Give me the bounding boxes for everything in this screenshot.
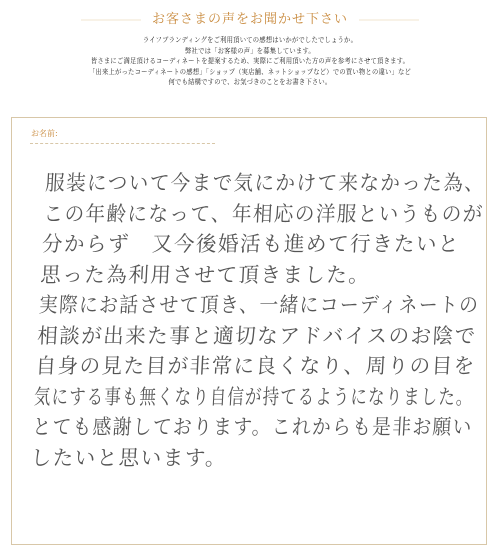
message-line: この年齢になって、年相応の洋服というものが	[42, 201, 485, 226]
form-title	[0, 8, 500, 27]
intro-line: 何でも結構ですので、お気づきのことをお書き下さい。	[168, 78, 332, 86]
feedback-card	[11, 117, 487, 545]
handwritten-message	[30, 168, 496, 473]
page-header	[0, 0, 500, 88]
message-line: 分からず 又今後婚活も進めて行きたいと	[41, 232, 461, 256]
message-line: したいと思います。	[30, 445, 228, 470]
name-label: お名前:	[31, 129, 58, 138]
message-line: 思った為利用させて頂きました。	[39, 262, 372, 287]
intro-line: 「出来上がったコーディネートの感想」「ショップ（実店舗、ネットショップなど）での買い物との違い」など	[88, 67, 412, 76]
message-line: 実際にお話させて頂き、一緒にコーディネートの	[38, 293, 480, 317]
message-line: 服装について今まで気にかけて来なかった為、	[44, 171, 486, 195]
left-ornament-icon	[81, 17, 141, 23]
intro-line: 弊社では「お客様の声」を募集しています。	[185, 46, 315, 55]
message-line: とても感謝しております。これからも是非お願い	[31, 415, 474, 439]
title-text: お客さまの声をお聞かせ下さい	[151, 12, 348, 27]
message-line: 気にする事も無くなり自信が持てるようになりました。	[33, 384, 475, 409]
intro-text	[0, 35, 500, 88]
name-field-line	[30, 143, 215, 144]
message-line: 相談が出来た事と適切なアドバイスのお陰で	[36, 323, 478, 348]
intro-line: ライフブランディングをご利用頂いての感想はいかがでしたでしょうか。	[142, 36, 358, 44]
right-ornament-icon	[359, 17, 419, 23]
intro-line: 皆さまにご満足頂けるコーディネートを提案するため、実際にご利用頂いた方の声を参考にさせて頂きます。	[90, 57, 410, 65]
message-line: 自身の見た目が非常に良くなり、周りの目を	[34, 354, 477, 378]
